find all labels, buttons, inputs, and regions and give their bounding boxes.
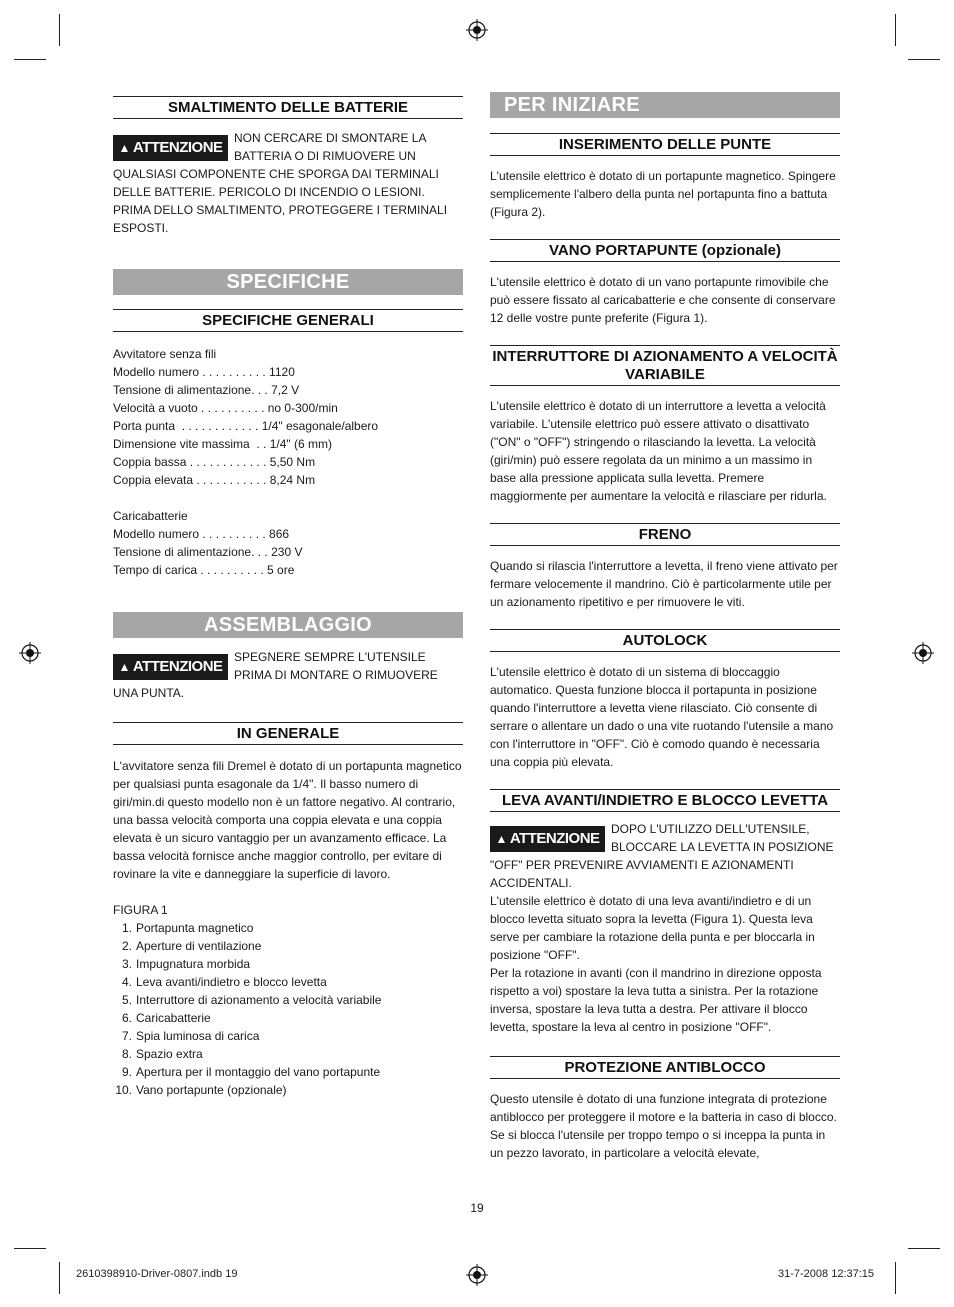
section-heading-specifiche-generali: SPECIFICHE GENERALI <box>113 309 463 332</box>
warning-leva <box>490 824 840 892</box>
section-heading: VANO PORTAPUNTE (opzionale) <box>490 239 840 262</box>
section-heading-batteries: SMALTIMENTO DELLE BATTERIE <box>113 96 463 119</box>
spec-row: Modello numero . . . . . . . . . . 1120 <box>113 365 295 379</box>
paragraph: L'utensile elettrico è dotato di un vano portapunte rimovibile che può essere fissato al caricabatterie e che consente di conservare 12 delle vostre punte preferite (Figura 1). <box>490 275 836 325</box>
section-heading: INSERIMENTO DELLE PUNTE <box>490 133 840 156</box>
warning-text: NON CERCARE DI SMONTARE LA BATTERIA O DI RIMUOVERE UN QUALSIASI COMPONENTE CHE SPORGA DAI TERMINALI DELLE BATTERIE. PERICOLO DI INCENDIO O LESIONI. PRIMA DELLO SMALTIMENTO, PROTEGGERE I TERMINALI ESPOSTI. <box>113 133 448 235</box>
crop-mark <box>14 1248 46 1249</box>
list-item: 10. Vano portapunte (opzionale) <box>115 1083 287 1097</box>
crop-mark <box>895 1262 896 1294</box>
paragraph: L'utensile elettrico è dotato di una leva avanti/indietro e di un blocco levetta situato sopra la levetta (Figura 1). Questa leva serve per cambiare la rotazione della punta e per bloccarla in posizione "OFF". <box>490 894 815 962</box>
banner-specifiche: SPECIFICHE <box>113 269 463 295</box>
specs-driver <box>113 345 463 489</box>
warning-assemblaggio <box>113 652 463 702</box>
registration-mark-icon <box>912 642 934 664</box>
paragraph: Per la rotazione in avanti (con il mandrino in direzione opposta rispetto a voi) spostare la leva tutta a sinistra. Per la rotazione inversa, spostare la leva tutta a destra. Per attivare il blocco levetta, spostare la leva al centro in posizione "OFF". <box>490 966 822 1034</box>
section-heading-leva: LEVA AVANTI/INDIETRO E BLOCCO LEVETTA <box>490 789 840 812</box>
spec-row: Tempo di carica . . . . . . . . . . 5 ore <box>113 563 295 577</box>
crop-mark <box>59 1262 60 1294</box>
figure-title: FIGURA 1 <box>113 903 168 917</box>
list-item: 6. Caricabatterie <box>121 1011 211 1025</box>
crop-mark <box>14 59 46 60</box>
section-heading: FRENO <box>490 523 840 546</box>
spec-row: Modello numero . . . . . . . . . . 866 <box>113 527 290 541</box>
specs-charger <box>113 507 463 579</box>
warning-badge: ▲ ATTENZIONE <box>490 826 605 852</box>
section-heading-in-generale: IN GENERALE <box>113 722 463 745</box>
paragraph: L'utensile elettrico è dotato di un interruttore a levetta a velocità variabile. L'utensile elettrico può essere attivato o disattivato ("ON" o "OFF") stringendo o rilasciando la levetta. La velocità (giri/min) può essere regolata da un minimo a un massimo in base alla pressione applicata sulla levetta. Premere maggiormente per aumentare la velocità e rilasciare per ridurla. <box>490 399 827 503</box>
spec-row: Coppia elevata . . . . . . . . . . . 8,24 Nm <box>113 473 316 487</box>
paragraph: L'utensile elettrico è dotato di un sistema di bloccaggio automatico. Questa funzione blocca il portapunta in posizione quando l'interruttore a levetta viene rilasciato. Ciò consente di serrare o allentare un dado o una vite ruotando l'utensile a mano con l'interruttore in "OFF". Ciò è comodo quando è necessaria una coppia più elevata. <box>490 665 834 769</box>
spec-row: Tensione di alimentazione. . . 230 V <box>113 545 303 559</box>
right-column <box>490 92 840 1162</box>
section-heading: INTERRUTTORE DI AZIONAMENTO A VELOCITÀ VARIABILE <box>490 345 840 386</box>
list-item: 3. Impugnatura morbida <box>121 957 251 971</box>
crop-mark <box>908 59 940 60</box>
crop-mark <box>59 14 60 46</box>
list-item: 2. Aperture di ventilazione <box>121 939 262 953</box>
banner-assemblaggio: ASSEMBLAGGIO <box>113 612 463 638</box>
spec-row: Velocità a vuoto . . . . . . . . . . no 0-300/min <box>113 401 338 415</box>
list-item: 5. Interruttore di azionamento a velocità variabile <box>121 993 382 1007</box>
section-heading: AUTOLOCK <box>490 629 840 652</box>
paragraph: Questo utensile è dotato di una funzione integrata di protezione antiblocco per proteggere il motore e la batteria in caso di blocco. Se si blocca l'utensile per troppo tempo o si inceppa la punta in un pezzo lavorato, in particolare a velocità elevate, <box>490 1092 837 1160</box>
paragraph: L'utensile elettrico è dotato di un portapunte magnetico. Spingere semplicemente l'albero della punta nel portapunta fino a battuta (Figura 2). <box>490 169 836 219</box>
page-number: 19 <box>470 1201 484 1215</box>
list-item: 1. Portapunta magnetico <box>121 921 254 935</box>
registration-mark-icon <box>466 1264 488 1286</box>
crop-mark <box>895 14 896 46</box>
warning-batteries <box>113 133 463 237</box>
spec-row: Coppia bassa . . . . . . . . . . . . 5,50 Nm <box>113 455 316 469</box>
registration-mark-icon <box>466 19 488 41</box>
warning-badge: ▲ ATTENZIONE <box>113 654 228 680</box>
list-item: 8. Spazio extra <box>121 1047 203 1061</box>
warning-text: SPEGNERE SEMPRE L'UTENSILE PRIMA DI MONTARE O RIMUOVERE UNA PUNTA. <box>113 652 438 700</box>
spec-row: Dimensione vite massima . . 1/4" (6 mm) <box>113 437 332 451</box>
spec-row: Tensione di alimentazione. . . 7,2 V <box>113 383 300 397</box>
list-item: 7. Spia luminosa di carica <box>121 1029 260 1043</box>
section-heading-protezione: PROTEZIONE ANTIBLOCCO <box>490 1056 840 1079</box>
footer-date: 31-7-2008 12:37:15 <box>778 1268 875 1280</box>
crop-mark <box>908 1248 940 1249</box>
registration-mark-icon <box>19 642 41 664</box>
footer-file: 2610398910-Driver-0807.indb 19 <box>76 1268 238 1280</box>
spec-row: Porta punta . . . . . . . . . . . . 1/4" esagonale/albero <box>113 419 379 433</box>
figure-legend <box>113 919 463 1099</box>
paragraph: L'avvitatore senza fili Dremel è dotato di un portapunta magnetico per qualsiasi punta esagonale da 1/4". Il basso numero di giri/min.di questo modello non è un fattore negativo. Al contrario, una bassa velocità comporta una coppia elevata e una coppia elevata è un sicuro vantaggio per un avanzamento efficace. La bassa velocità fornisce anche maggior controllo, per evitare di rovinare la vite e danneggiare la superficie di lavoro. <box>113 759 462 881</box>
warning-badge: ▲ ATTENZIONE <box>113 135 228 161</box>
left-column <box>113 92 463 1099</box>
specs-charger-title: Caricabatterie <box>113 509 188 523</box>
warning-triangle-icon: ▲ <box>118 660 130 674</box>
banner-per-iniziare: PER INIZIARE <box>490 92 840 118</box>
list-item: 4. Leva avanti/indietro e blocco levetta <box>121 975 327 989</box>
list-item: 9. Apertura per il montaggio del vano portapunte <box>121 1065 381 1079</box>
specs-driver-title: Avvitatore senza fili <box>113 347 217 361</box>
warning-text: DOPO L'UTILIZZO DELL'UTENSILE, BLOCCARE LA LEVETTA IN POSIZIONE "OFF" PER PREVENIRE AVVIAMENTI E AZIONAMENTI ACCIDENTALI. <box>490 824 834 890</box>
paragraph: Quando si rilascia l'interruttore a levetta, il freno viene attivato per fermare velocemente il mandrino. Ciò è particolarmente utile per un azionamento ripetitivo e per rimuovere le viti. <box>490 559 838 609</box>
warning-triangle-icon: ▲ <box>495 832 507 846</box>
warning-triangle-icon: ▲ <box>118 141 130 155</box>
